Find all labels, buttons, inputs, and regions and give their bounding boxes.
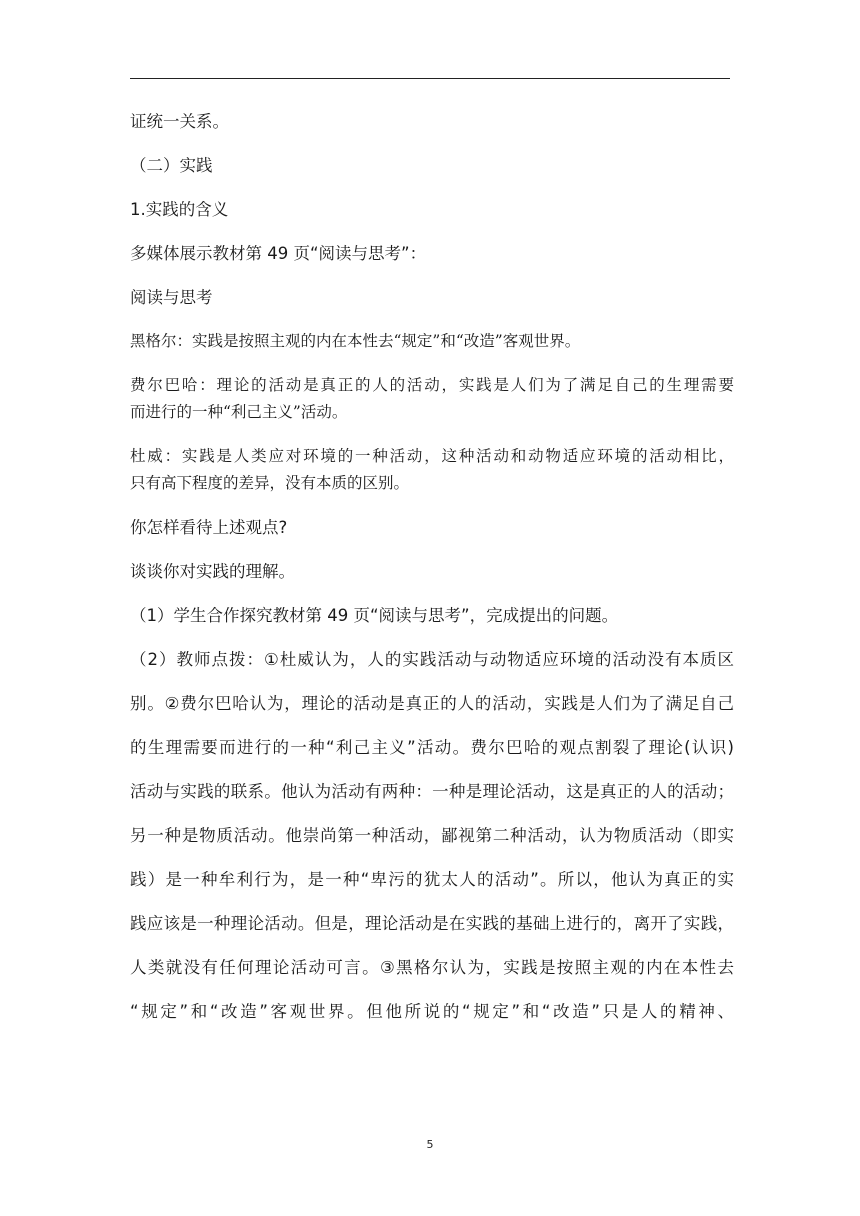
quote-hegel: 黑格尔：实践是按照主观的内在本性去“规定”和“改造”客观世界。	[130, 332, 581, 350]
quote-feuerbach-line1: 费尔巴哈：理论的活动是真正的人的活动，实践是人们为了满足自己的生理需要	[130, 376, 734, 394]
quote-dewey-line1: 杜威：实践是人类应对环境的一种活动，这种活动和动物适应环境的活动相比，	[130, 447, 734, 465]
quote-dewey-line2: 只有高下程度的差异，没有本质的区别。	[130, 474, 410, 492]
paragraph-line: 践应该是一种理论活动。但是，理论活动是在实践的基础上进行的，离开了实践，	[130, 914, 734, 933]
text-line: 多媒体展示教材第 49 页“阅读与思考”：	[130, 244, 427, 263]
paragraph-line: 活动与实践的联系。他认为活动有两种：一种是理论活动，这是真正的人的活动；	[130, 782, 734, 801]
reading-box-title: 阅读与思考	[130, 288, 213, 307]
question-line: 你怎样看待上述观点?	[130, 518, 288, 537]
paragraph-line: 别。②费尔巴哈认为，理论的活动是真正的人的活动，实践是人们为了满足自己	[130, 694, 734, 713]
text-line: 证统一关系。	[130, 112, 229, 131]
document-body	[130, 108, 734, 1025]
paragraph-line: （2）教师点拨：①杜威认为，人的实践活动与动物适应环境的活动没有本质区	[130, 650, 734, 669]
page-number: 5	[426, 1138, 434, 1151]
header-rule	[130, 78, 730, 79]
paragraph-line: 另一种是物质活动。他崇尚第一种活动，鄙视第二种活动，认为物质活动（即实	[130, 826, 734, 845]
paragraph-line: 人类就没有任何理论活动可言。③黑格尔认为，实践是按照主观的内在本性去	[130, 958, 734, 977]
step-line: （1）学生合作探究教材第 49 页“阅读与思考”，完成提出的问题。	[130, 606, 619, 625]
quote-feuerbach-line2: 而进行的一种“利己主义”活动。	[130, 403, 348, 421]
section-heading: （二）实践	[130, 156, 213, 175]
subsection-heading: 1.实践的含义	[130, 200, 229, 219]
paragraph-line: 践）是一种牟利行为，是一种“卑污的犹太人的活动”。所以，他认为真正的实	[130, 870, 734, 889]
question-line: 谈谈你对实践的理解。	[130, 562, 295, 581]
paragraph-line: “规定”和“改造”客观世界。但他所说的“规定”和“改造”只是人的精神、	[130, 1002, 734, 1021]
paragraph-line: 的生理需要而进行的一种“利己主义”活动。费尔巴哈的观点割裂了理论(认识)	[130, 738, 734, 757]
